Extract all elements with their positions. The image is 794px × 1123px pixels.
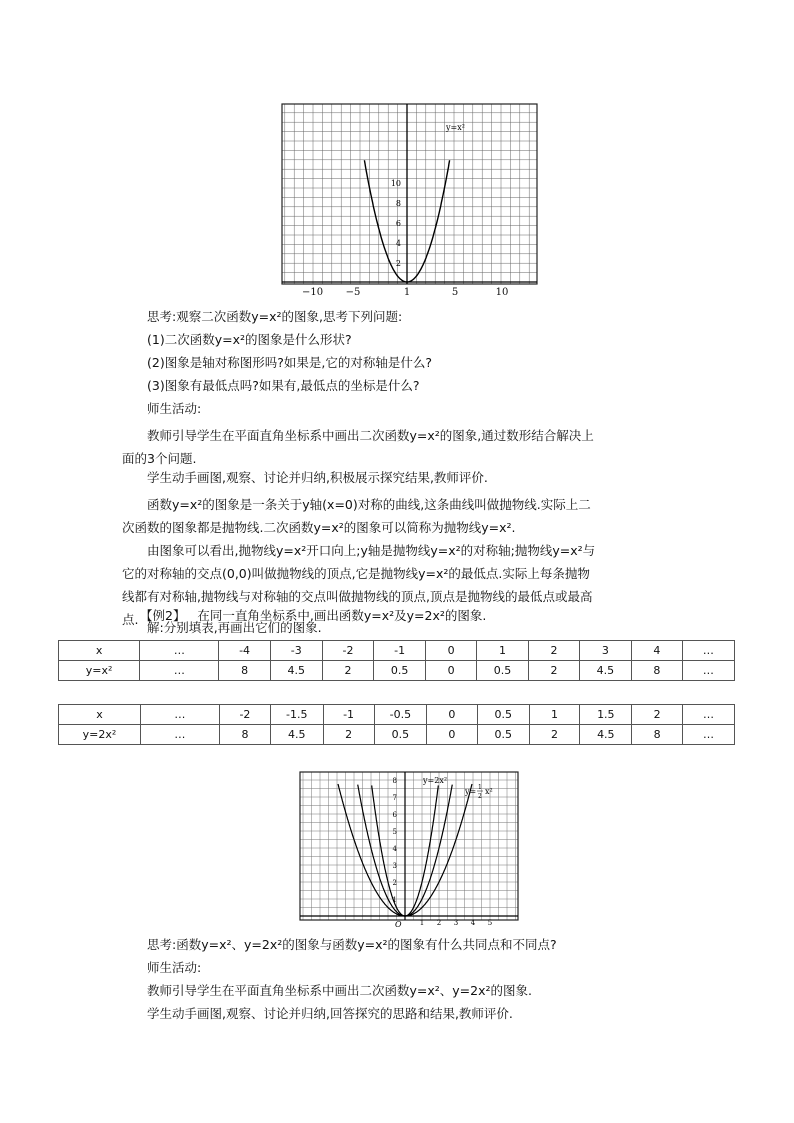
table-cell: 0.5 [374,661,426,681]
y-tick-label: 6 [392,811,397,819]
x-tick-label: −5 [345,287,361,298]
activity-paragraph-3: 函数y=x²的图象是一条关于y轴(x=0)对称的曲线,这条曲线叫做抛物线.实际上二次函数的图象都是抛物线.二次函数y=x²的图象可以简称为抛物线y=x². [122,497,591,535]
table-cell: … [682,641,734,661]
table-cell: 0.5 [477,705,529,725]
table-cell: … [682,725,734,745]
activity-heading: 师生活动: [147,401,202,416]
x-tick-label: 2 [436,919,442,927]
y-tick-label: 7 [392,794,397,802]
table-cell: 0.5 [476,661,528,681]
x-tick-labels [270,287,550,301]
y-tick-label: 5 [392,828,397,836]
table-cell: 1 [476,641,528,661]
svg-text:2: 2 [478,793,482,800]
table-cell: 2 [529,661,580,681]
table-cell: 0 [427,705,478,725]
table-cell: 0 [427,725,478,745]
x-tick-label: −10 [302,287,324,298]
table-cell: 4.5 [580,725,632,745]
y-tick-label: 3 [392,862,397,870]
table-cell: 2 [632,705,683,725]
solution-line: 解:分别填表,再画出它们的图象. [147,620,322,635]
table-cell: y=x² [59,661,140,681]
question-2: (2)图象是轴对称图形吗?如果是,它的对称轴是什么? [147,355,432,370]
table-cell: 8 [631,661,682,681]
table-cell: 8 [219,661,270,681]
table-cell: … [682,661,734,681]
activity-paragraph-2: 学生动手画图,观察、讨论并归纳,积极展示探究结果,教师评价. [147,470,488,485]
value-table-y-2x2 [58,704,735,745]
example-text: 在同一直角坐标系中,画出函数y=x²及y=2x²的图象. [197,608,487,623]
graph-parabola-y-x2 [270,100,550,300]
graph-parabolas-compare [295,768,523,934]
table-cell: … [140,661,219,681]
table-cell: … [140,705,219,725]
table-cell: y=2x² [59,725,141,745]
table-row [59,705,735,725]
x-tick-label: 3 [453,919,459,927]
x-tick-label: 1 [403,287,411,298]
x-tick-label: 1 [419,919,425,927]
y-tick-label: 8 [392,777,397,785]
svg-text:1: 1 [478,784,482,791]
table-cell: 8 [632,725,683,745]
svg-text:x²: x² [485,787,493,796]
question-3: (3)图象有最低点吗?如果有,最低点的坐标是什么? [147,378,420,393]
y-tick-label: 2 [392,879,397,887]
x-tick-label: 5 [451,287,459,298]
table-cell: 1.5 [580,705,632,725]
y-tick-label: 6 [395,219,401,228]
x-tick-label: 5 [487,919,493,927]
activity-paragraph-1: 教师引导学生在平面直角坐标系中画出二次函数y=x²的图象,通过数形结合解决上面的3个问题. [122,428,594,466]
activity2-paragraph-1: 教师引导学生在平面直角坐标系中画出二次函数y=x²、y=2x²的图象. [147,983,532,998]
table-cell: 2 [529,641,580,661]
value-table-y-x2 [58,640,735,681]
think2-intro: 思考:函数y=x²、y=2x²的图象与函数y=x²的图象有什么共同点和不同点? [147,937,557,952]
table-cell: -0.5 [374,705,427,725]
table-cell: … [140,725,219,745]
curve-label: y=x² [446,123,465,132]
table-cell: … [682,705,734,725]
table-cell: 4 [631,641,682,661]
table-cell: 4.5 [579,661,631,681]
table-cell: 0 [426,641,477,661]
table-cell: 2 [322,661,373,681]
table-cell: x [59,641,140,661]
table-cell: 0.5 [477,725,529,745]
table-cell: … [140,641,219,661]
example-tag: 【例2】 [140,608,186,623]
table-cell: 2 [529,725,580,745]
table-cell: -2 [322,641,373,661]
y-tick-label: 4 [392,845,397,853]
y-tick-label: 4 [395,239,401,248]
origin-label: O [395,920,402,929]
table-cell: x [59,705,141,725]
table-cell: -2 [219,705,270,725]
y-tick-label: 2 [395,259,401,268]
think-intro: 思考:观察二次函数y=x²的图象,思考下列问题: [147,309,403,324]
table-cell: 4.5 [270,661,322,681]
table-cell: 0 [426,661,477,681]
svg-text:y=: y= [465,787,477,796]
table-cell: 1 [529,705,580,725]
table-row [59,725,735,745]
label-y-2x2: y=2x² [423,776,448,785]
activity2-heading: 师生活动: [147,960,202,975]
table-row [59,641,735,661]
x-tick-label: 10 [495,287,509,298]
table-cell: -4 [219,641,270,661]
table-cell: -3 [270,641,322,661]
table-cell: -1.5 [271,705,324,725]
table-row [59,661,735,681]
table-cell: -1 [323,705,374,725]
table-cell: 0.5 [374,725,427,745]
table-cell: 4.5 [271,725,324,745]
activity2-paragraph-2: 学生动手画图,观察、讨论并归纳,回答探究的思路和结果,教师评价. [147,1006,513,1021]
y-tick-label: 10 [390,179,401,188]
table-cell: -1 [374,641,426,661]
y-tick-label: 1 [392,896,397,904]
question-1: (1)二次函数y=x²的图象是什么形状? [147,332,352,347]
y-tick-label: 8 [395,199,401,208]
x-tick-label: 4 [470,919,476,927]
table-cell: 8 [219,725,270,745]
activity-paragraph-4: 由图象可以看出,抛物线y=x²开口向上;y轴是抛物线y=x²的对称轴;抛物线y=x²与它的对称轴的交点(0,0)叫做抛物线的顶点,它是抛物线y=x²的最低点.实际上每条抛物线都有对称轴,抛物线与对称轴的交点叫做抛物线的顶点,顶点是抛物线的最低点或最高点. [122,543,596,627]
table-cell: 2 [323,725,374,745]
table-cell: 3 [579,641,631,661]
